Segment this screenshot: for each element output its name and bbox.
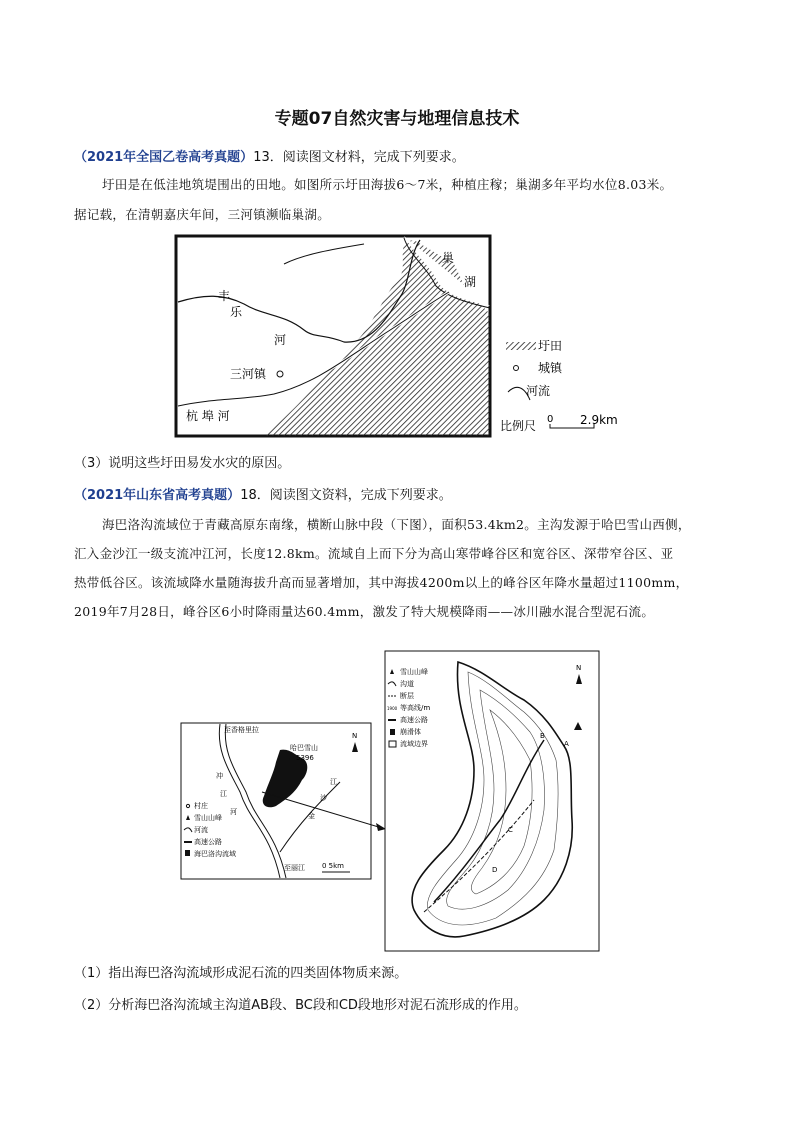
hangbu-river-label: 杭 埠 河 xyxy=(186,409,230,423)
page-title: 专题07自然灾害与地理信息技术 xyxy=(274,109,520,129)
map-link-arrow xyxy=(260,790,390,840)
q18-line1: 海巴洛沟流域位于青藏高原东南缘，横断山脉中段（下图），面积53.4km2。主沟发源于哈巴雪山西侧， xyxy=(102,517,691,532)
q18-line3: 热带低谷区。该流域降水量随海拔升高而显著增加，其中海拔4200m以上的峰谷区年降水量超过1100mm， xyxy=(74,575,689,590)
point-b: B xyxy=(540,732,545,740)
left-river-char-2: 江 xyxy=(220,790,227,798)
left-river-char-3: 河 xyxy=(230,808,237,816)
haba-peak-name: 哈巴雪山 xyxy=(290,744,318,752)
north-arrow-right: N xyxy=(576,664,582,672)
legend-village-icon xyxy=(186,804,189,807)
legend-town-icon xyxy=(514,366,519,371)
point-a: A xyxy=(564,740,569,748)
weitian-map xyxy=(174,234,634,440)
q13-sub3: （3）说明这些圩田易发水灾的原因。 xyxy=(74,456,291,471)
right-river-char-3: 金 xyxy=(308,812,315,820)
left-river-char-1: 冲 xyxy=(216,772,223,780)
left-legend-1: 村庄 xyxy=(194,802,208,810)
q18-sub1: （1）指出海巴洛沟流域形成泥石流的四类固体物质来源。 xyxy=(74,966,408,981)
to-shangrila: 至香格里拉 xyxy=(224,726,259,734)
town-label: 三河镇 xyxy=(230,367,267,381)
river-char-3: 河 xyxy=(274,333,287,347)
left-legend-2: 雪山山峰 xyxy=(194,814,222,822)
right-legend-2: 沟道 xyxy=(400,680,414,688)
scale-value: 2.9km xyxy=(580,413,618,427)
legend-town: 城镇 xyxy=(538,361,563,375)
legend-weitian-swatch xyxy=(506,342,536,350)
legend-weitian: 圩田 xyxy=(538,339,563,353)
q18-line2: 汇入金沙江一级支流冲江河，长度12.8km。流域自上而下分为高山寒带峰谷区和宽谷区、深带窄谷区、亚 xyxy=(74,546,674,561)
right-legend-3: 断层 xyxy=(400,692,414,700)
left-legend-5: 海巴洛沟流域 xyxy=(194,850,236,858)
right-legend-6: 崩滑体 xyxy=(400,728,421,736)
q18-sub2: （2）分析海巴洛沟流域主沟道AB段、BC段和CD段地形对泥石流形成的作用。 xyxy=(74,998,527,1013)
left-legend-3: 河流 xyxy=(194,826,208,834)
right-legend-5: 高速公路 xyxy=(400,716,428,724)
to-lijiang: 至丽江 xyxy=(284,864,305,872)
q13-header xyxy=(74,146,465,165)
scale-zero: 0 xyxy=(547,414,554,425)
q13-para-line2: 据记载，在清朝嘉庆年间，三河镇濒临巢湖。 xyxy=(74,207,331,222)
right-river-char-2: 沙 xyxy=(320,794,327,802)
right-legend-1: 雪山山峰 xyxy=(400,668,428,676)
point-c: C xyxy=(508,826,513,834)
basin-detail-map xyxy=(384,650,600,952)
scale-label: 比例尺 xyxy=(500,419,537,433)
contour-sample: 1900 xyxy=(387,706,398,711)
q13-stem: 13．阅读图文材料，完成下列要求。 xyxy=(253,150,465,165)
haba-peak-elev: 5396 xyxy=(296,754,314,762)
lake-char-1: 巢 xyxy=(442,251,455,265)
legend-river: 河流 xyxy=(526,384,551,398)
right-legend-4: 等高线/m xyxy=(400,704,431,712)
right-river-char-1: 江 xyxy=(330,778,337,786)
left-legend-4: 高速公路 xyxy=(194,838,222,846)
river-char-1: 丰 xyxy=(218,289,231,303)
sanhe-town-marker xyxy=(277,371,283,377)
q13-para-line1: 圩田是在低洼地筑堤围出的田地。如图所示圩田海拔6～7米，种植庄稼；巢湖多年平均水位8.03米。 xyxy=(102,177,673,192)
legend-basin-icon xyxy=(185,850,190,856)
left-scale: 0 5km xyxy=(322,862,345,870)
q18-source: （2021年山东省高考真题） xyxy=(74,488,241,503)
q18-header xyxy=(74,484,452,503)
q18-stem: 18．阅读图文资料，完成下列要求。 xyxy=(240,488,452,503)
point-d: D xyxy=(492,866,498,874)
q18-line4: 2019年7月28日，峰谷区6小时降雨量达60.4mm，激发了特大规模降雨——冰川融水混合型泥石流。 xyxy=(74,604,655,619)
river-char-2: 乐 xyxy=(230,305,243,319)
legend-landslide-icon xyxy=(390,729,395,735)
north-arrow-left: N xyxy=(352,732,358,740)
right-legend-7: 流域边界 xyxy=(400,740,428,748)
lake-char-2: 湖 xyxy=(464,275,477,289)
q13-source: （2021年全国乙卷高考真题） xyxy=(74,150,254,165)
